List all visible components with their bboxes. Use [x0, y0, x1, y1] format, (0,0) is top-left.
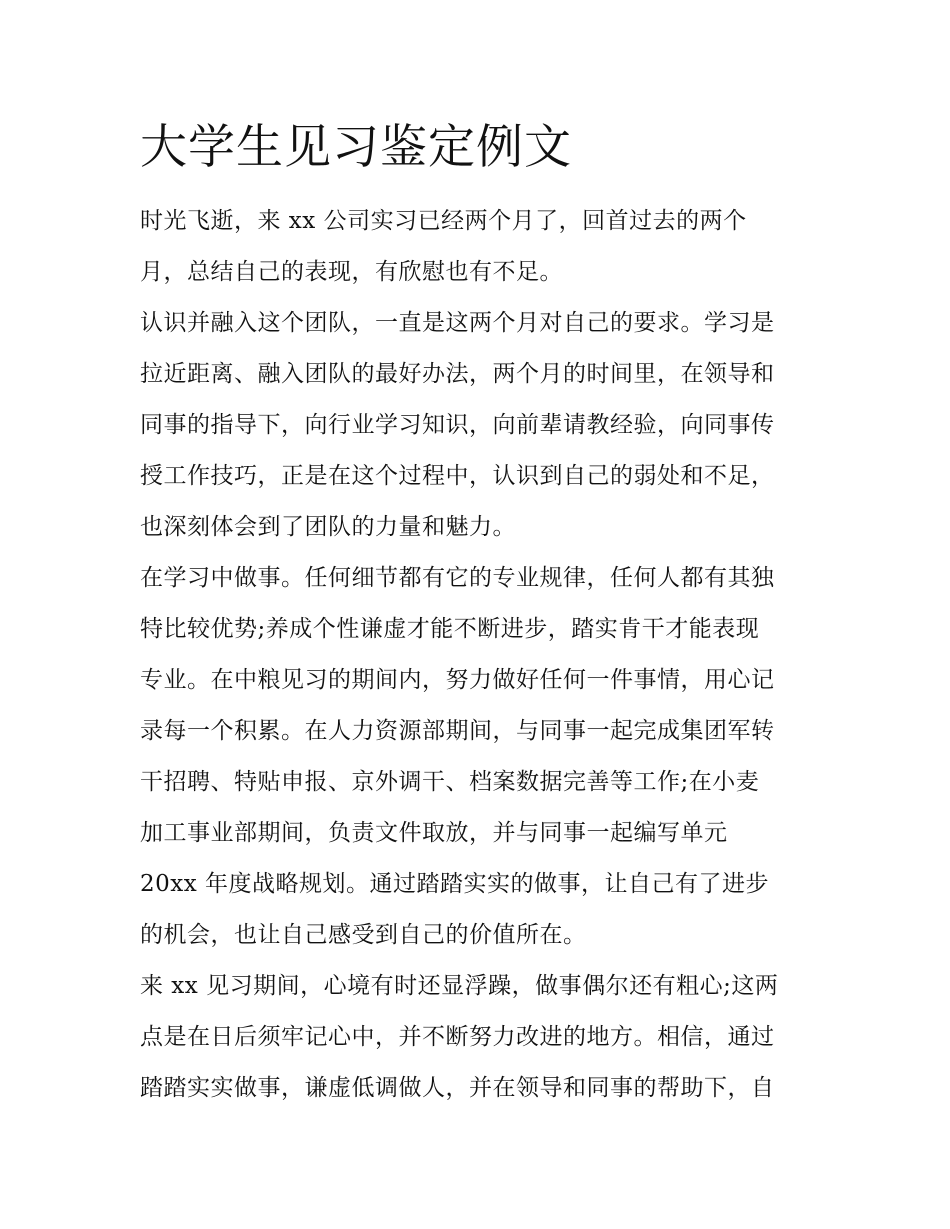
text-line: 同事的指导下，向行业学习知识，向前辈请教经验，向同事传 — [140, 412, 775, 438]
text-line: 加工事业部期间，负责文件取放，并与同事一起编写单元 — [140, 820, 728, 846]
text-line: 拉近距离、融入团队的最好办法，两个月的时间里，在领导和 — [140, 361, 775, 387]
text-line: 在学习中做事。任何细节都有它的专业规律，任何人都有其独 — [140, 565, 775, 591]
text-line: 20xx 年度战略规划。通过踏踏实实的做事，让自己有了进步 — [140, 871, 770, 897]
text-line: 专业。在中粮见习的期间内，努力做好任何一件事情，用心记 — [140, 667, 775, 693]
paragraph-4 — [140, 961, 820, 1114]
text-line: 授工作技巧，正是在这个过程中，认识到自己的弱处和不足， — [140, 463, 775, 489]
text-line: 时光飞逝，来 xx 公司实习已经两个月了，回首过去的两个 — [140, 208, 747, 234]
document-title: 大学生见习鉴定例文 — [140, 120, 572, 175]
text-line: 录每一个积累。在人力资源部期间，与同事一起完成集团军转 — [140, 718, 775, 744]
text-line: 也深刻体会到了团队的力量和魅力。 — [140, 514, 516, 540]
document-body — [140, 196, 820, 1114]
paragraph-2 — [140, 298, 820, 553]
text-line: 月，总结自己的表现，有欣慰也有不足。 — [140, 259, 563, 285]
text-line: 认识并融入这个团队，一直是这两个月对自己的要求。学习是 — [140, 310, 775, 336]
text-line: 干招聘、特贴申报、京外调干、档案数据完善等工作;在小麦 — [140, 769, 760, 795]
text-line: 的机会，也让自己感受到自己的价值所在。 — [140, 922, 587, 948]
text-line: 踏踏实实做事，谦虚低调做人，并在领导和同事的帮助下，自 — [140, 1075, 775, 1101]
text-line: 特比较优势;养成个性谦虚才能不断进步，踏实肯干才能表现 — [140, 616, 760, 642]
paragraph-3 — [140, 553, 820, 961]
text-line: 来 xx 见习期间，心境有时还显浮躁，做事偶尔还有粗心;这两 — [140, 973, 779, 999]
paragraph-1 — [140, 196, 820, 298]
text-line: 点是在日后须牢记心中，并不断努力改进的地方。相信，通过 — [140, 1024, 775, 1050]
